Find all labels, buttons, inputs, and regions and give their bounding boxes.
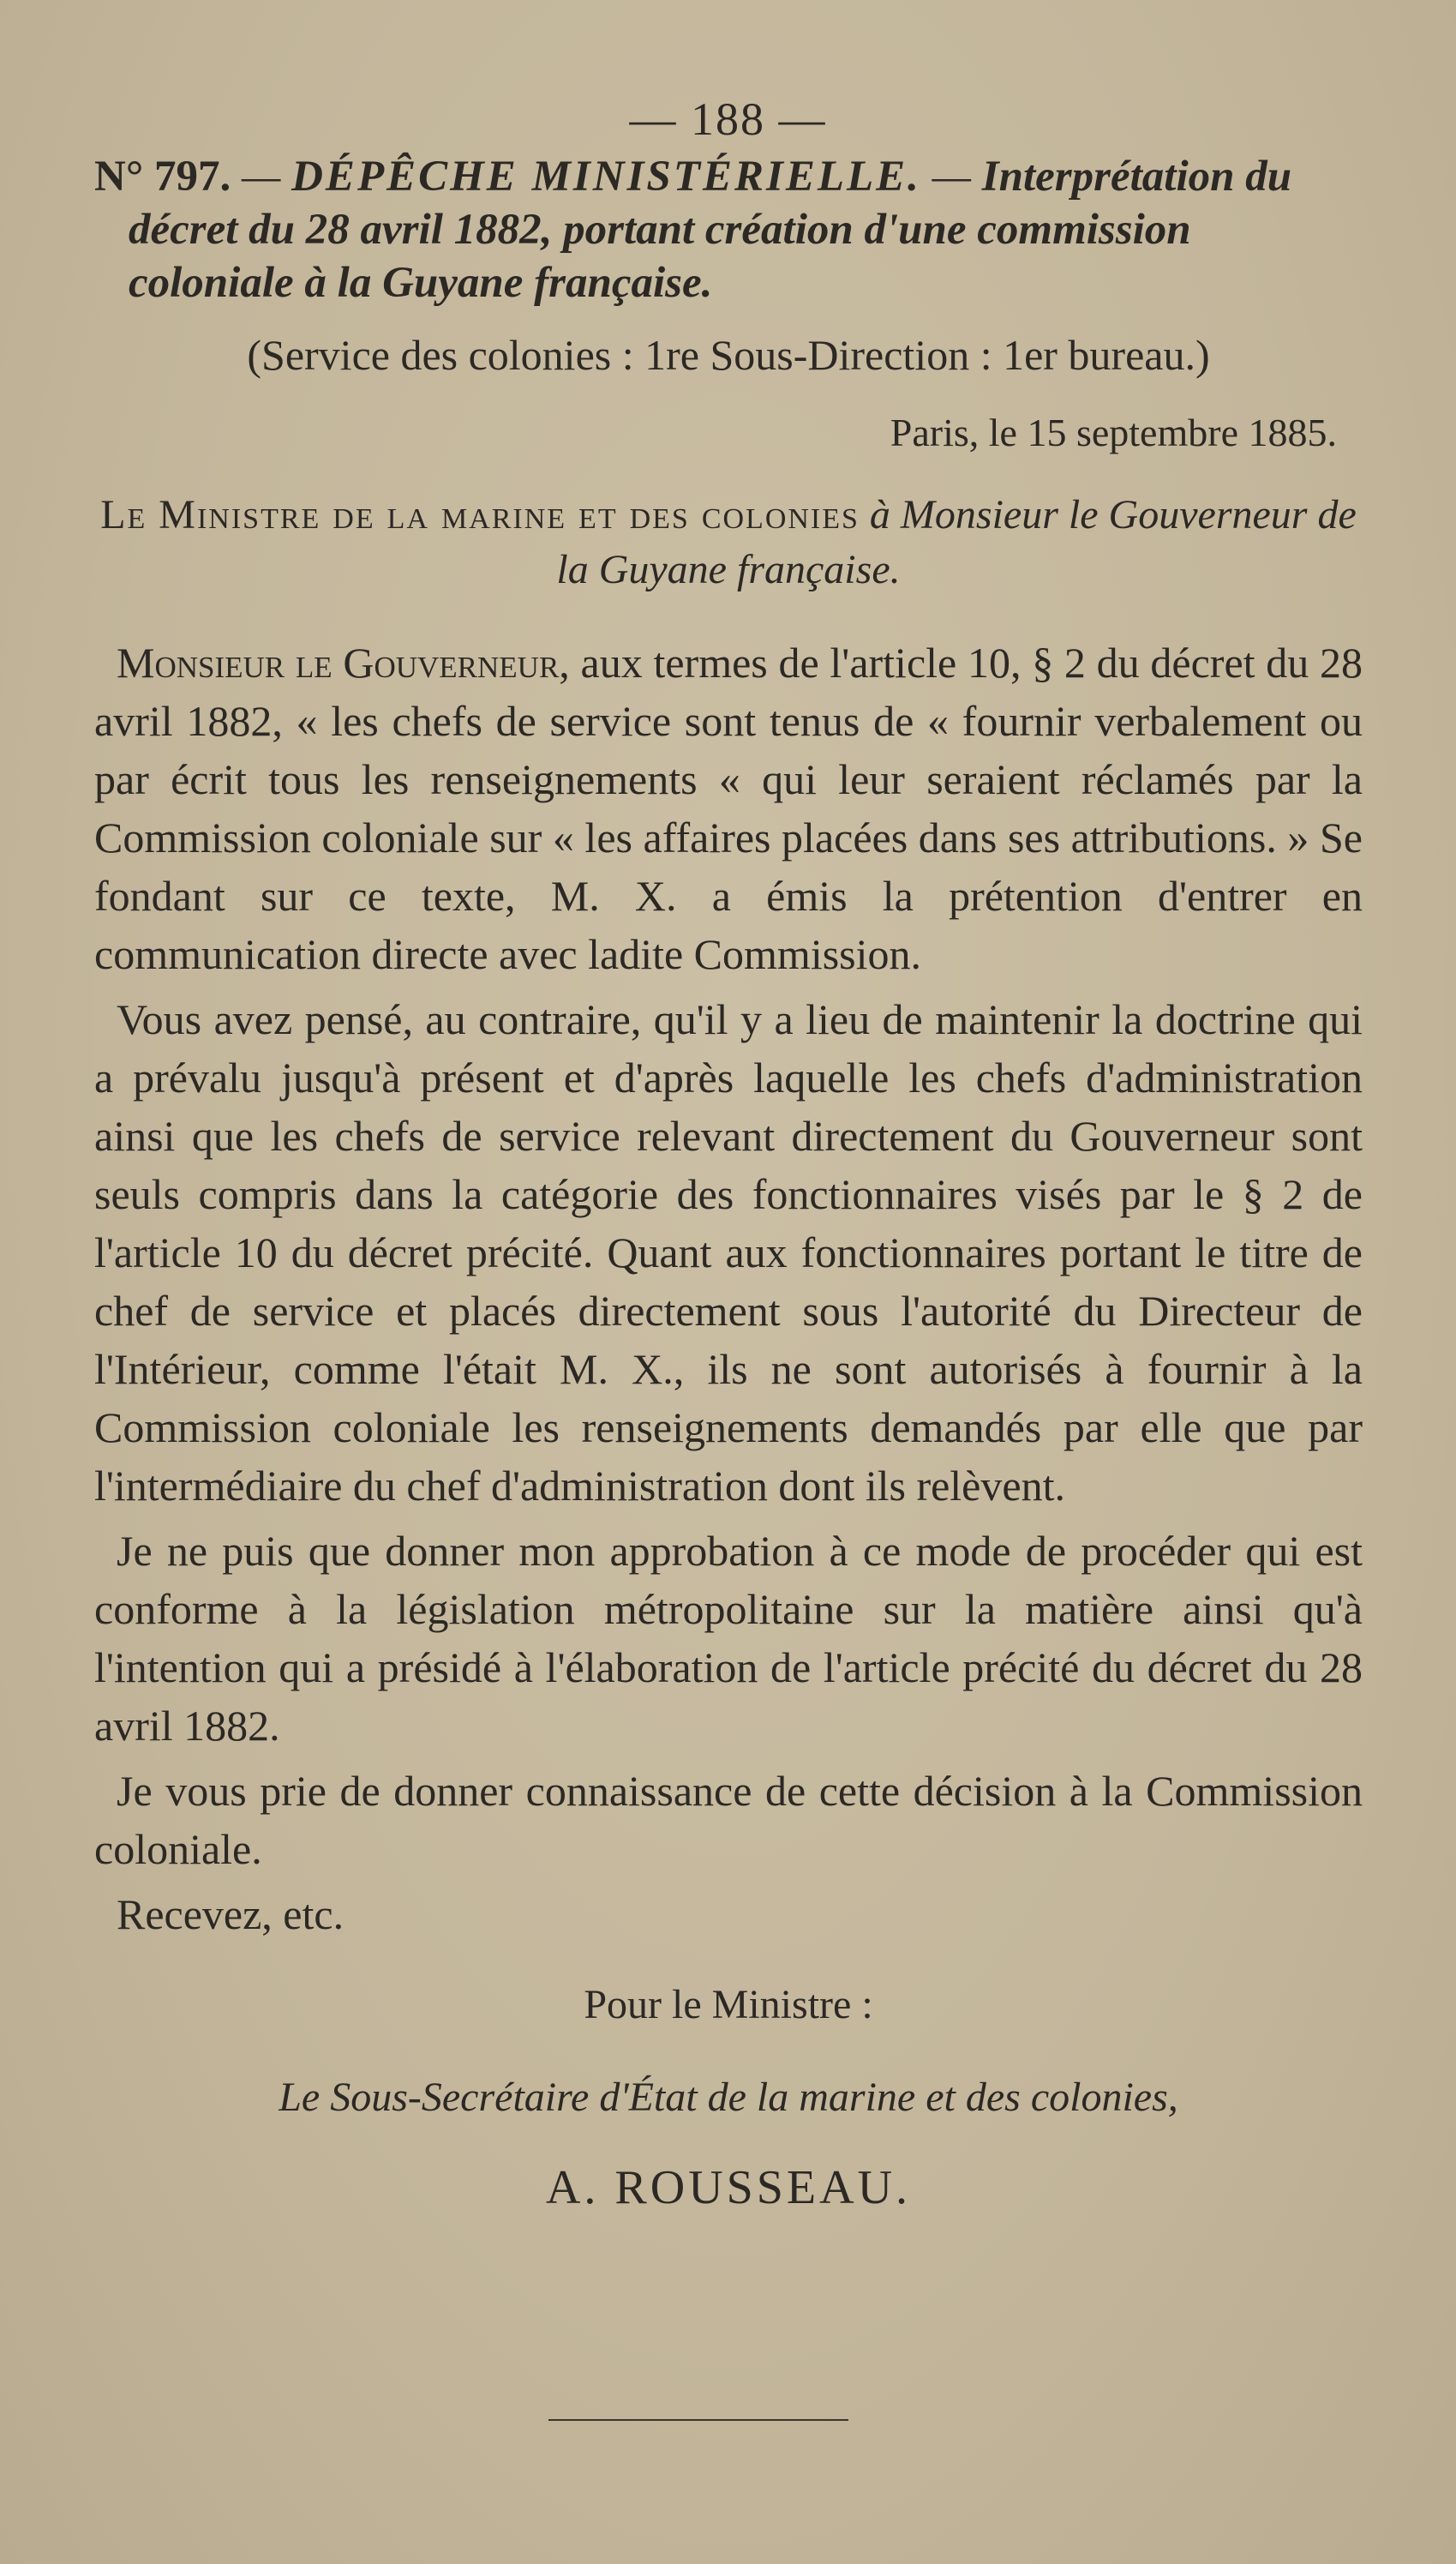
closing-rule xyxy=(548,2419,848,2421)
sender: Le Ministre de la marine et des colonies xyxy=(100,492,860,537)
letter-body xyxy=(94,633,1363,1943)
paragraph-4: Je vous prie de donner connaissance de cette décision à la Commission coloniale. xyxy=(94,1767,1363,1873)
document-kind: DÉPÊCHE MINISTÉRIELLE. xyxy=(291,153,921,201)
closing-formula: Recevez, etc. xyxy=(117,1890,345,1938)
paragraph-2: Vous avez pensé, au contraire, qu'il y a lieu de maintenir la doctrine qui a prévalu jusqu'à présent et d'après laquelle les chefs d'administration ainsi que les chefs de service relevant directement du Gouverneur sont seuls compris dans la catégorie des fonctionnaires visés par le § 2 de l'article 10 du décret précité. Quant aux fonctionnaires portant le titre de chef de service et placés directement sous l'autorité du Directeur de l'Intérieur, comme l'était M. X., ils ne sont autorisés à fournir à la Commission coloniale les renseignements demandés par elle que par l'intermédiaire du chef d'administration dont ils relèvent. xyxy=(94,995,1363,1510)
heading-dash-2: — xyxy=(920,153,982,201)
heading-dash: — xyxy=(231,153,292,201)
signature-title: Le Sous-Secrétaire d'État de la marine et des colonies, xyxy=(279,2075,1178,2120)
address-block xyxy=(94,488,1363,597)
document-body xyxy=(94,150,1363,2218)
dateline: Paris, le 15 septembre 1885. xyxy=(890,411,1337,454)
paragraph-1-text: aux termes de l'article 10, § 2 du décret du 28 avril 1882, « les chefs de service sont tenus de « fournir verbalement ou par écrit tous les renseignements « qui leur seraient réclamés par la Commission coloniale sur « les affaires placées dans ses attributions. » Se fondant sur ce texte, M. X. a émis la prétention d'entrer en communication directe avec ladite Commission. xyxy=(94,639,1363,978)
recipient: à Monsieur le Gouverneur de la Guyane française. xyxy=(556,492,1357,592)
signature-for: Pour le Ministre : xyxy=(584,1982,873,2027)
page-number: — 188 — xyxy=(629,93,827,145)
paragraph-1 xyxy=(94,633,1363,983)
signatory-name: A. ROUSSEAU. xyxy=(545,2161,912,2214)
document-number: N° 797. xyxy=(94,153,231,201)
service-line: (Service des colonies : 1re Sous-Direction : 1er bureau.) xyxy=(247,331,1210,379)
document-subject: Interprétation du décret du 28 avril 1882, portant création d'une commission coloniale à la Guyane française. xyxy=(129,153,1292,307)
document-heading xyxy=(94,150,1363,309)
salutation: Monsieur le Gouverneur, xyxy=(117,639,570,687)
paragraph-3: Je ne puis que donner mon approbation à ce mode de procéder qui est conforme à la législation métropolitaine sur la matière ainsi qu'à l'intention qui a présidé à l'élaboration de l'article précité du décret du 28 avril 1882. xyxy=(94,1527,1363,1750)
